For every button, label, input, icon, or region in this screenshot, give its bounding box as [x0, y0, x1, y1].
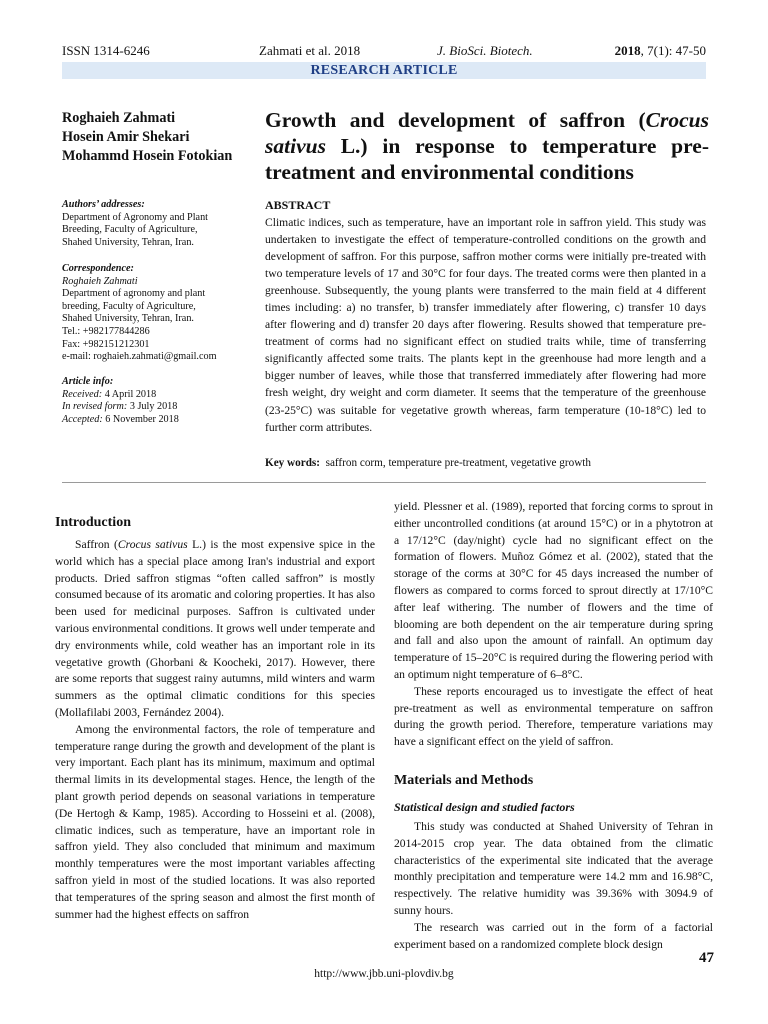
journal-issn: ISSN 1314-6246 [62, 43, 150, 58]
right-column [394, 499, 713, 751]
methods-heading: Materials and Methods [394, 773, 534, 788]
correspondence-line: Shahed University, Tehran, Iran. [62, 313, 194, 325]
received-value: 4 April 2018 [102, 388, 157, 400]
journal-year: 2018 [614, 43, 641, 58]
correspondence-line: breeding, Faculty of Agriculture, [62, 300, 196, 312]
intro-p1-rest: L.) is the most expensive spice in the world which has a special place among Iran's industrial and export products. Dried saffron stigmas “often called saffron” is mostly consumed because of its aromatic and coloring properties. It has also been used for medicinal purposes. Saffron is cultivated under various environmental conditions. It grows well under temperate and dry environments while, cold weather has an important role in its vegetative growth (Ghorbani & Koocheki, 2017). However, there are some reports that suggest rainy autumns, mild winters and warm summers as the optimal climatic conditions for this species (Mollafilabi 2003, Fernández 2004). [55, 538, 376, 719]
volume-issue-pages: , 7(1): 47-50 [640, 43, 706, 58]
abstract-text: Climatic indices, such as temperature, have an important role in saffron yield. This study was undertaken to investigate the effect of temperature-controlled conditions on the growth and development of saffron. For this purpose, saffron mother corms were initially pre-treated with two temperature levels of 17 and 30°C for four days. The treated corms were then planted in a greenhouse. Subsequently, the young plants were transferred to the main field at 4 different times including: a) no transfer, b) transfer immediately after flowering, c) transfer 10 days after flowering and d) transfer 20 days after flowering. Results showed that temperature pre-treatment of corms had no significant effect on studied traits while, time of transferring significantly affected some traits. The plants kept in the greenhouse had more length and a bigger number of leaves, while those that transferred immediately after flowering had more fresh weight, dry weight and corm diameter. It seems that the temperature of the greenhouse (23-25°C) was suitable for vegetative growth whereas, farm temperature (10-18°C) led to further corm attributes. [265, 216, 706, 434]
accepted-date [62, 414, 262, 427]
keywords-text: saffron corm, temperature pre-treatment, vegetative growth [325, 457, 591, 469]
intro-p1-start: Saffron ( [75, 538, 118, 551]
author-list [62, 109, 258, 166]
addresses-label: Authors’ addresses: [62, 199, 145, 210]
correspondence-fax: Fax: +982151212301 [62, 338, 150, 350]
article-type-banner: RESEARCH ARTICLE [62, 62, 706, 79]
correspondence-line: Department of agronomy and plant [62, 288, 206, 300]
correspondence-name: Roghaieh Zahmati [62, 275, 138, 287]
methods-paragraph-2: The research was carried out in the form of a factorial experiment based on a randomized complete block design [394, 920, 713, 951]
introduction-column [55, 537, 375, 923]
keywords [265, 457, 709, 469]
journal-volume [615, 43, 706, 59]
intro-paragraph-2-continued: yield. Plessner et al. (1989), reported that forcing corms to sprout in either uncontrolled conditions (at around 15°C) or in a phytotron at a 17/12°C (day/night) cycle had no significant effect on the formation of flowers. Muñoz Gómez et al. (2002), stated that the storage of the corms at 30°C for 45 days increased the number of flowers as compared to corms forced to sprout directly at 17/10°C after leaf withering. The number of flowers and the time of blooming are both dependent on the air temperature during spring and fall and also upon the amount of rainfall. An optimum day temperature of 15–20°C is required during the flowering period with an optimum night temperature of 6–8°C. [394, 500, 713, 681]
page-number: 47 [699, 950, 714, 966]
correspondence-email[interactable]: e-mail: roghaieh.zahmati@gmail.com [62, 351, 217, 363]
correspondence [62, 263, 262, 364]
author-name: Hosein Amir Shekari [62, 129, 190, 145]
title-part-1: Growth and development of saffron ( [265, 108, 646, 132]
title-species: Crocus sativus [265, 108, 709, 158]
authors-addresses [62, 199, 262, 249]
correspondence-phone: Tel.: +982177844286 [62, 325, 150, 337]
accepted-label: Accepted: [62, 413, 103, 425]
received-label: Received: [62, 388, 103, 400]
author-name: Roghaieh Zahmati [62, 110, 176, 126]
address-line: Department of Agronomy and Plant [62, 211, 208, 223]
revised-date [62, 401, 262, 414]
author-name: Mohammd Hosein Fotokian [62, 148, 233, 164]
intro-paragraph-2: Among the environmental factors, the role of temperature and temperature range during the growth and development of the plant is very important. Each plant has its minimum, maximum and optimal thermal limits in its developmental stages. Hence, the length of the plant growth period depends on seasonal variations in temperature (De Hertogh & Kamp, 1985). According to Hosseini et al. (2008), climatic indices, such as temperature, have an important role in saffron yield. They also concluded that minimum and maximum monthly temperatures were the most important variables affecting saffron yield in most of the studied locations. It was also reported that temperatures of the spring season and almost the first month of summer had the highest effects on saffron [55, 722, 375, 921]
abstract-heading: ABSTRACT [265, 198, 331, 212]
revised-value: 3 July 2018 [127, 401, 178, 413]
running-author: Zahmati et al. 2018 [259, 43, 361, 58]
address-line: Shahed University, Tehran, Iran. [62, 236, 194, 248]
received-date [62, 389, 262, 402]
footer-url[interactable]: http://www.jbb.uni-plovdiv.bg [314, 968, 454, 980]
intro-paragraph-3: These reports encouraged us to investigate the effect of heat pre-treatment as well as environmental temperature on saffron during the growth period. Therefore, temperature variations may have a significant effect on the yield of saffron. [394, 684, 713, 749]
intro-species: Crocus sativus [117, 538, 188, 551]
address-line: Breeding, Faculty of Agriculture, [62, 224, 198, 236]
article-info-label: Article info: [62, 376, 114, 387]
revised-label: In revised form: [62, 401, 128, 413]
introduction-heading: Introduction [55, 515, 131, 530]
methods-subheading: Statistical design and studied factors [394, 800, 575, 814]
journal-name: J. BioSci. Biotech. [437, 43, 533, 58]
keywords-label: Key words: [265, 457, 320, 469]
intro-paragraph-1 [55, 537, 375, 722]
correspondence-label: Correspondence: [62, 263, 134, 274]
article-info [62, 376, 262, 426]
article-title [265, 107, 709, 185]
section-divider [62, 482, 706, 483]
methods-column [394, 819, 713, 953]
methods-paragraph-1: This study was conducted at Shahed University of Tehran in 2014-2015 crop year. The data obtained from the climatic characteristics of the experimental site indicated that the average monthly precipitation and temperature were 14.2 mm and 16.98°C, respectively. The relative humidity was 39.36% with 3094.9 of sunny hours. [394, 820, 713, 917]
accepted-value: 6 November 2018 [102, 413, 179, 425]
title-part-2: L.) in response to temperature pre-treatment and environmental conditions [265, 134, 709, 184]
